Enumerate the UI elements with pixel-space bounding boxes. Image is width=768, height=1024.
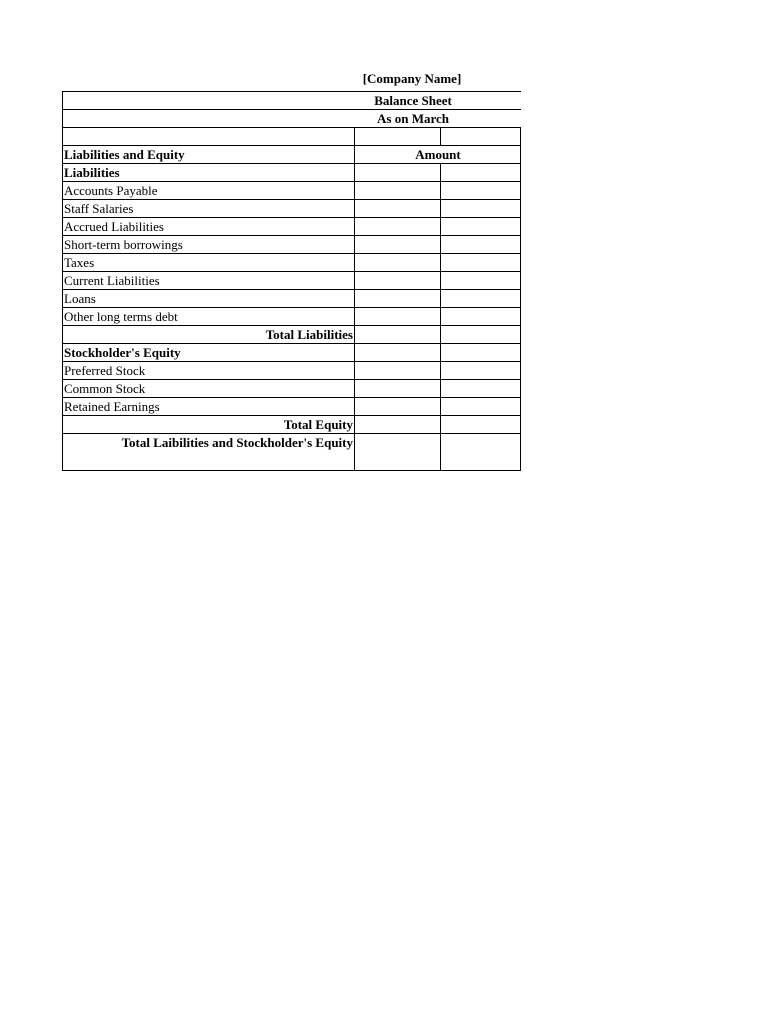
- amount-cell[interactable]: [355, 344, 441, 362]
- amount-cell[interactable]: [441, 218, 521, 236]
- row-label[interactable]: Current Liabilities: [63, 272, 355, 290]
- table-row: [63, 326, 522, 344]
- amount-cell[interactable]: [355, 290, 441, 308]
- table-row: [63, 164, 522, 182]
- amount-cell[interactable]: [441, 254, 521, 272]
- cell[interactable]: [521, 146, 522, 164]
- cell[interactable]: [521, 398, 522, 416]
- row-label[interactable]: Taxes: [63, 254, 355, 272]
- balance-sheet-table: [62, 91, 521, 471]
- cell[interactable]: [63, 128, 355, 146]
- table-row: [63, 362, 522, 380]
- amount-cell[interactable]: [355, 416, 441, 434]
- header-row: [63, 146, 522, 164]
- row-label[interactable]: Short-term borrowings: [63, 236, 355, 254]
- amount-cell[interactable]: [441, 344, 521, 362]
- cell[interactable]: [521, 164, 522, 182]
- cell[interactable]: [355, 128, 441, 146]
- table-row: [63, 182, 522, 200]
- amount-cell[interactable]: [355, 380, 441, 398]
- amount-cell[interactable]: [355, 434, 441, 471]
- cell[interactable]: [521, 182, 522, 200]
- row-label[interactable]: Preferred Stock: [63, 362, 355, 380]
- table-row: [63, 236, 522, 254]
- cell[interactable]: [521, 326, 522, 344]
- amount-cell[interactable]: [441, 272, 521, 290]
- cell[interactable]: [521, 290, 522, 308]
- row-label[interactable]: Staff Salaries: [63, 200, 355, 218]
- amount-cell[interactable]: [441, 164, 521, 182]
- amount-cell[interactable]: [355, 236, 441, 254]
- cell[interactable]: [441, 128, 521, 146]
- row-label[interactable]: Stockholder's Equity: [63, 344, 355, 362]
- cell[interactable]: [521, 380, 522, 398]
- amount-cell[interactable]: [355, 200, 441, 218]
- header-amount[interactable]: Amount: [355, 146, 521, 164]
- amount-cell[interactable]: [441, 182, 521, 200]
- amount-cell[interactable]: [355, 182, 441, 200]
- sheet-date-line[interactable]: As on March: [63, 110, 522, 128]
- amount-cell[interactable]: [441, 416, 521, 434]
- table-row: [63, 434, 522, 471]
- company-name: [Company Name]: [362, 71, 462, 86]
- amount-cell[interactable]: [355, 308, 441, 326]
- table-row: [63, 272, 522, 290]
- table-row: [63, 344, 522, 362]
- amount-cell[interactable]: [355, 272, 441, 290]
- cell[interactable]: [521, 416, 522, 434]
- header-label[interactable]: Liabilities and Equity: [63, 146, 355, 164]
- sheet-viewport: [62, 91, 521, 476]
- cell[interactable]: [521, 272, 522, 290]
- cell[interactable]: [521, 128, 522, 146]
- cell[interactable]: [521, 362, 522, 380]
- row-label[interactable]: Total Liabilities: [63, 326, 355, 344]
- cell[interactable]: [521, 236, 522, 254]
- amount-cell[interactable]: [441, 290, 521, 308]
- row-label[interactable]: Accounts Payable: [63, 182, 355, 200]
- table-row: [63, 308, 522, 326]
- row-label[interactable]: Other long terms debt: [63, 308, 355, 326]
- cell[interactable]: [521, 344, 522, 362]
- amount-cell[interactable]: [355, 398, 441, 416]
- amount-cell[interactable]: [355, 362, 441, 380]
- date-row: [63, 110, 522, 128]
- cell[interactable]: [521, 254, 522, 272]
- cell[interactable]: [521, 218, 522, 236]
- row-label[interactable]: Total Laibilities and Stockholder's Equity: [63, 434, 355, 471]
- row-label[interactable]: Loans: [63, 290, 355, 308]
- blank-row: [63, 128, 522, 146]
- row-label[interactable]: Liabilities: [63, 164, 355, 182]
- amount-cell[interactable]: [441, 236, 521, 254]
- amount-cell[interactable]: [355, 164, 441, 182]
- row-label[interactable]: Accrued Liabilities: [63, 218, 355, 236]
- row-label[interactable]: Retained Earnings: [63, 398, 355, 416]
- table-row: [63, 398, 522, 416]
- cell[interactable]: [521, 434, 522, 471]
- amount-cell[interactable]: [441, 308, 521, 326]
- row-label[interactable]: Total Equity: [63, 416, 355, 434]
- amount-cell[interactable]: [441, 362, 521, 380]
- amount-cell[interactable]: [441, 326, 521, 344]
- amount-cell[interactable]: [355, 218, 441, 236]
- sheet-title[interactable]: Balance Sheet: [63, 92, 522, 110]
- table-row: [63, 200, 522, 218]
- cell[interactable]: [521, 200, 522, 218]
- amount-cell[interactable]: [355, 254, 441, 272]
- amount-cell[interactable]: [441, 434, 521, 471]
- amount-cell[interactable]: [441, 200, 521, 218]
- table-row: [63, 416, 522, 434]
- cell[interactable]: [521, 308, 522, 326]
- table-row: [63, 290, 522, 308]
- amount-cell[interactable]: [441, 380, 521, 398]
- row-label[interactable]: Common Stock: [63, 380, 355, 398]
- amount-cell[interactable]: [441, 398, 521, 416]
- amount-cell[interactable]: [355, 326, 441, 344]
- table-row: [63, 380, 522, 398]
- title-row: [63, 92, 522, 110]
- table-row: [63, 254, 522, 272]
- table-row: [63, 218, 522, 236]
